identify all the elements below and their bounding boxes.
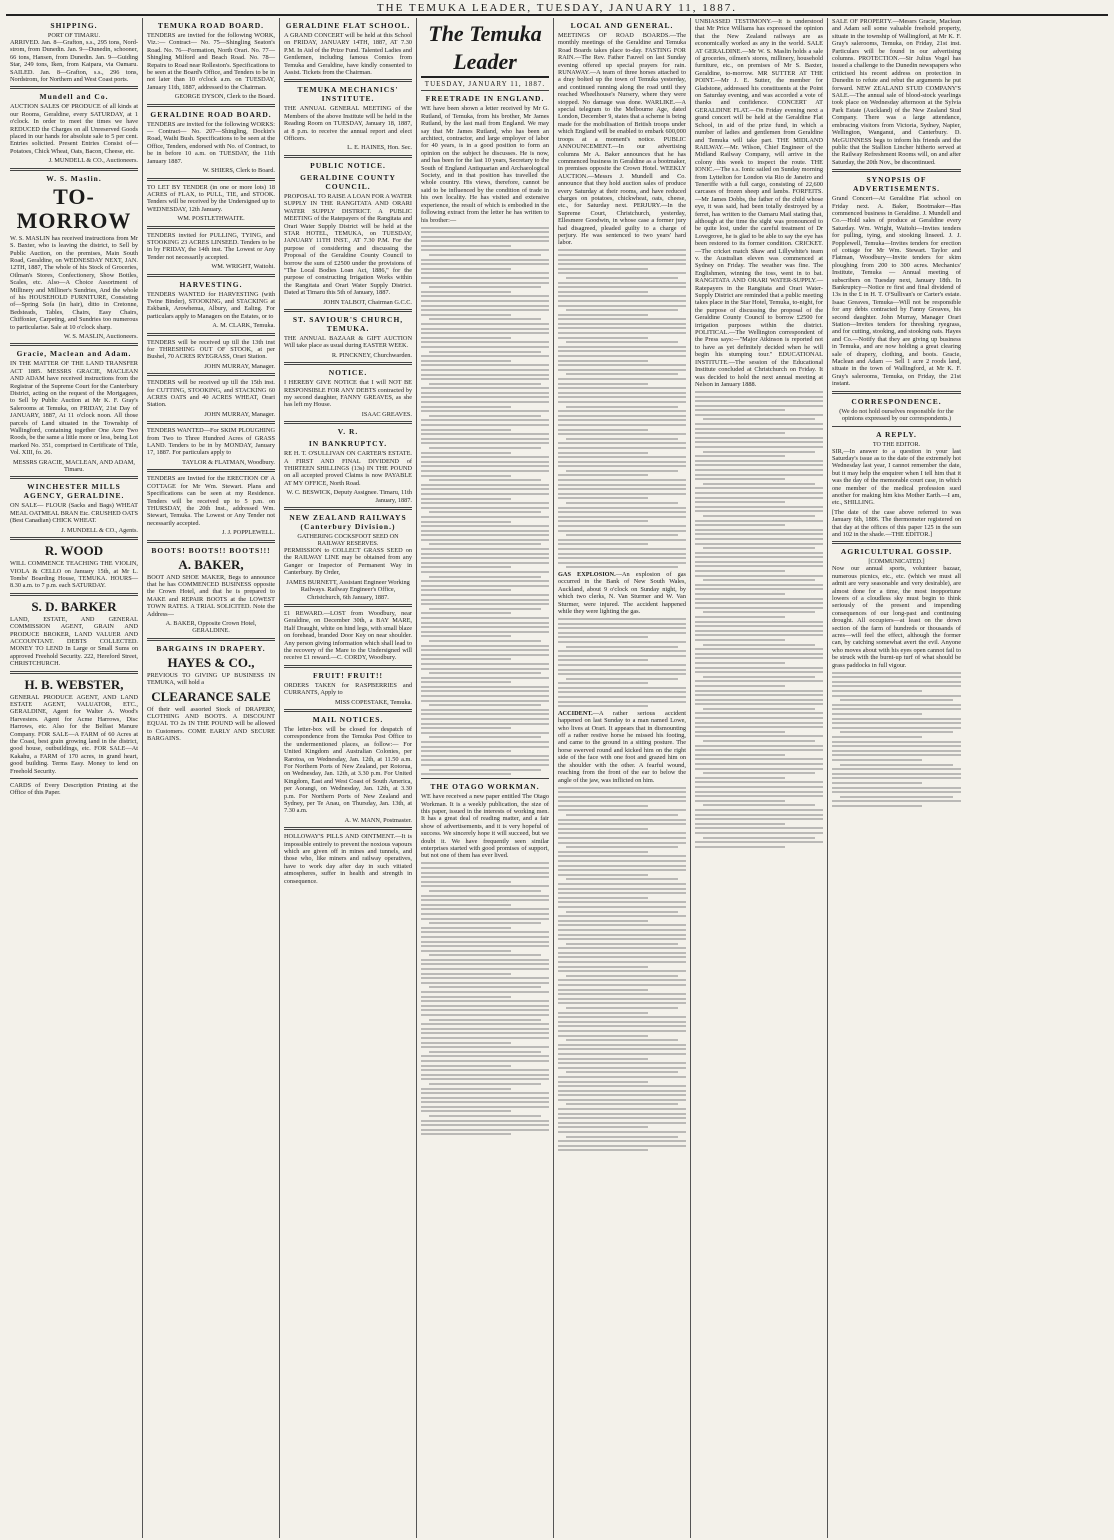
- editor-note: [The date of the case above referred to was January 6th, 1886. The thermometer registered on that day at the offices of this paper 125 in the sun and 102 in the shade.—THE EDITOR.]: [832, 508, 961, 538]
- wood-body: WILL COMMENCE TEACHING THE VIOLIN, VIOLA & CELLO on January 15th, at Mr L. Tombs' Boarding House, TEMUKA. HOURS—8.30 a.m. to 7 p.m. each SATURDAY.: [10, 560, 138, 590]
- mundell-signature: J. MUNDELL & CO., Auctioneers.: [48, 157, 138, 165]
- agricultural-subheading: [COMMUNICATED.]: [868, 558, 925, 566]
- gas-explosion-heading: GAS EXPLOSION.: [558, 570, 616, 578]
- harvesting-heading: HARVESTING.: [179, 279, 243, 289]
- shipping-heading: SHIPPING.: [50, 21, 98, 30]
- maslin-heading: W. S. Maslin.: [46, 173, 102, 183]
- otago-continued-text: [421, 862, 549, 1135]
- skim-signature: TAYLOR & FLATMAN, Woodbury.: [182, 458, 275, 466]
- divider: [147, 421, 275, 424]
- geraldine-road-heading: GERALDINE ROAD BOARD.: [150, 109, 272, 119]
- clearance-heading: CLEARANCE SALE: [151, 688, 271, 704]
- greaves-notice-body: I HEREBY GIVE NOTICE that I will NOT BE RESPONSIBLE FOR ANY DEBTS contracted by my second daughter, FANNY GREAVES, as she has left my House.: [284, 379, 412, 409]
- wood-heading: R. WOOD: [44, 543, 104, 559]
- threshing-signature: JOHN MURRAY, Manager.: [204, 362, 275, 370]
- divider: [10, 778, 138, 779]
- winchester-signature: J. MUNDELL & CO., Agents.: [61, 526, 138, 534]
- divider: [284, 362, 412, 365]
- divider: [147, 226, 275, 229]
- baker-address: A. BAKER, Opposite Crown Hotel, GERALDINE.: [165, 619, 257, 635]
- reply-body: SIR,—In answer to a question in your last Saturday's issue as to the date of the extremely hot Wednesday last year, I cannot remember the date, but it may help the enquirer when I tell him that it was the day of the memorable court case, in which one member of the medical profession sued another for making him kiss Mother Earth.—I am, etc., SHILLING.: [832, 447, 961, 507]
- accident-item: [558, 710, 686, 784]
- divider: [10, 671, 138, 674]
- mail-body: The letter-box will be closed for despatch of correspondence from the Temuka Post Office to the undermentioned places, as follow:— For United Kingdom and Australian Colonies, per Rarotoa, on Wednesday, Jan. 12th, at 11.50 a.m. For Northern Ports of New Zealand, per Rotorua, on Wednesday, Jan. 12th, at 3.30 p.m. For United Kingdom, East and West Coast of South America, per Aorangi, on Wednesday, Jan. 12th, at 3.30 p.m. For Northern Ports of New Zealand and Sydney, per Te Anau, on Thursday, Jan. 13th, at 7.30 a.m.: [284, 725, 412, 815]
- divider: [284, 604, 412, 607]
- gas-explosion-item: [558, 571, 686, 615]
- harvesting-body: TENDERS WANTED for HARVESTING (with Twine Binder), STOOKING, and STACKING at Eskbank, Arowhenua, Albury, and Ealing. For particulars apply to Managers on the Estates, or to: [147, 290, 275, 320]
- divider: [832, 541, 961, 544]
- st-saviours-heading: ST. SAVIOUR'S CHURCH, TEMUKA.: [292, 314, 404, 333]
- divider: [284, 507, 412, 510]
- divider: [10, 168, 138, 171]
- st-saviours-signature: R. PINCKNEY, Churchwarden.: [331, 351, 412, 359]
- geraldine-flat-heading: GERALDINE FLAT SCHOOL.: [285, 21, 411, 30]
- cottage-body: TENDERS are Invited for the ERECTION OF A COTTAGE for Mr Wm. Stewart. Plans and Specifications can be seen at my Residence. Tenders will be received up to 5 p.m. on THURSDAY, the 20th Inst., addressed Wm. Stewart, Temuka. The Lowest or Any Tender not necessarily accepted.: [147, 475, 275, 527]
- linseed-body: TENDERS invited for PULLING, TYING, and STOOKING 23 ACRES LINSEED. Tenders to be in by FRIDAY, the 14th inst. The Lowest or Any Tender not necessarily accepted.: [147, 231, 275, 261]
- hbw-body: GENERAL PRODUCE AGENT, AND LAND ESTATE AGENT, VALUATOR, ETC., GERALDINE, Agent for Walter A. Wood's Harvesters. Agent for Acme Harrows, Disc Harrows, etc. Also for the Belfast Manure Company. FOR SALE—A FARM of 60 Acres at the Coast, best grain growing land in the district, good house, outbuildings, etc. FOR SALE—At Kakahu, a FARM of 170 acres, in grand heart, good building. Terms Easy. Money to lend on Freehold Security.: [10, 693, 138, 775]
- fruit-signature: MISS COPESTAKE, Temuka.: [335, 698, 412, 706]
- divider: [832, 426, 961, 427]
- shipping-subheading: PORT OF TIMARU.: [47, 32, 101, 39]
- maslin-signature: W. S. MASLIN, Auctioneers.: [63, 332, 138, 340]
- issue-dateline: TUESDAY, JANUARY 11, 1887.: [421, 81, 549, 91]
- divider: [284, 79, 412, 82]
- divider: [10, 86, 138, 89]
- road-board-body: TENDERS are invited for the following WORK, Viz.:— Contract— No. 75—Shingling Seaton's Road. No. 76—Formation, North Orari. No. 77—Shingling Milford and Beach Road. No. 78—Repairs to Road near Rolleston's. Specifications to be seen at the Board's Office, and Tenders to be in not later than 10 o'clock a.m. on TUESDAY, January 11th, 1887, addressed to the Chairman.: [147, 32, 275, 91]
- otago-heading: THE OTAGO WORKMAN.: [430, 782, 540, 792]
- property-sale-body: SALE OF PROPERTY.—Messrs Gracie, Maclean and Adam sell some valuable freehold property, situate in the township of Wallingford, at Mr K. F. Gray's salerooms, Temuka, on Friday, 21st inst. Particulars will be found in our advertising columns. PROTECTION.—Sir Julius Vogel has issued a challenge to the Dunedin newspapers who criticised his recent address on protection in Dunedin to refute and rebut the arguments he put forward. NEW ZEALAND STUD COMPANY'S SALE.—The annual sale of blood-stock yearlings took place on Wednesday afternoon at the Sylvia Park Estate (Auckland) of the New Zealand Stud Company. There was a large attendance, embracing visitors from Victoria, Sydney, Napier, Wellington, Wanganui, and Canterbury. D. McGUINNESS begs to inform his friends and the public that the Stallion Lincher hitherto served at the Railway Refreshment Rooms will, on and after Saturday, the 20th Nov., be discontinued.: [832, 18, 961, 166]
- harvesting-signature: A. M. CLARK, Temuka.: [212, 322, 275, 330]
- hayes-body: PREVIOUS TO GIVING UP BUSINESS IN TEMUKA, will hold a: [147, 671, 275, 687]
- railways-subheading: GATHERING COCKSFOOT SEED ON RAILWAY RESERVES.: [297, 533, 399, 548]
- vr-mark: V. R.: [337, 427, 359, 437]
- news-items-body: UNBIASSED TESTIMONY.—It is understood that Mr Price Williams has expressed the opinion that the New Zealand railways are as economically worked as any in the world. SALE AT GERALDINE.—Mr W. S. Maslin holds a sale of groceries, oilmen's stores, millinery, household furniture, etc., on premises of Mr S. Baxter, Geraldine, to-morrow. MR SUTTER AT THE POINT.—Mr J. E. Sutter, the member for Gladstone, addressed his constituents at the Point on Saturday evening, and was accorded a vote of thanks and confidence. CONCERT AT GERALDINE FLAT.—On Friday evening next a grand concert will be held at the Geraldine Flat School, in aid of the prize fund, in which a number of ladies and gentlemen from Geraldine and Temuka will take part. THE MIDLAND RAILWAY.—Mr. Wilson, Chief Engineer of the Midland Railway Company, will arrive in the colony this week to inspect the route. THE IONIC.—The s.s. Ionic sailed on Sunday morning from Lyttelton for London via Rio de Janeiro and Teneriffe with a full cargo, consisting of 22,600 carcases of frozen sheep and lambs. FORFEITS.—Mr James Dobbs, the father of the child whose eye, it was said, had been totally destroyed by a ferret, has written to the Oamaru Mail stating that, although at the time the sight was pronounced to be quite lost, under the careful treatment of Dr Lovegrove, he is glad to be able to say the eye has been restored to its former condition. CRICKET.—The cricket match Shaw and Lillywhite's team v. the Australian eleven was commenced at Sydney on Friday. The weather was fine. The Englishmen, winning the toss, went in to bat. RANGITATA AND ORARI WATER-SUPPLY.—Ratepayers in the Rangitata and Orari Water-Supply District are reminded that a public meeting takes place in the Star Hotel, Temuka, to-night, for the purpose of discussing the proposal of the Geraldine County Council to borrow £2500 for irrigation purposes within the district. POLITICAL.—The Wellington correspondent of the Press says:—"Major Atkinson is reported not to have as yet definitely decided when he will begin his stumping tour." EDUCATIONAL INSTITUTE.—The session of the Educational Institute concluded at Christchurch on Friday. It was decided to hold the next annual meeting at Nelson in January 1888.: [695, 18, 823, 388]
- correspondence-heading: CORRESPONDENCE.: [851, 396, 942, 406]
- winchester-heading: WINCHESTER MILLS AGENCY, GERALDINE.: [23, 482, 125, 501]
- accident-body: —A rather serious accident happened on last Sunday to a man named Lowe, who lives at Orari. It appears that in dismounting off a rather restive horse he missed his footing, and came to the ground in a sitting posture. The horse swerved round and kicked him on the right side of the face with one foot and grazed him on the shoulder with the other. A fearful wound, reaching from the front of the ear to below the angle of the jaw, was inflicted on him.: [558, 709, 686, 784]
- county-council-heading: GERALDINE COUNTY COUNCIL.: [300, 172, 396, 191]
- railways-signature: JAMES BURNETT, Assistant Engineer Working Railways. Railway Engineer's Office, Christchurch, 6th January, 1887.: [286, 578, 410, 601]
- news-items-continued: [695, 391, 823, 848]
- mechanics-body: THE ANNUAL GENERAL MEETING of the Members of the above Institute will be held in the Reading Room on TUESDAY, January 18, 1887, at 8 p.m. to receive the annual report and elect Officers.: [284, 105, 412, 143]
- boots-heading: BOOTS! BOOTS!! BOOTS!!!: [151, 545, 271, 555]
- mundell-body: AUCTION SALES OF PRODUCE of all kinds at our Rooms, Geraldine, every SATURDAY, at 1 o'clock. In order to meet the times we have REDUCED the Charges on all Unreserved Goods placed in our hands for absolute sale to 5 per cent. Entries solicited. Present Entries Consist of—Potatoes, Chick Wheat, Oats, Bacon, Cheese, etc.: [10, 103, 138, 155]
- linseed-signature: WM. WRIGHT, Waitohi.: [211, 263, 275, 271]
- railways-body: PERMISSION to COLLECT GRASS SEED on the RAILWAY LINE may be obtained from any Ganger or Inspector of Permanent Way in Canterbury. By Order,: [284, 547, 412, 577]
- page-masthead: THE TEMUKA LEADER, TUESDAY, JANUARY 11, 1887.: [6, 2, 1108, 16]
- divider: [10, 343, 138, 346]
- agricultural-body: Now our annual sports, volunteer bazaar, numerous picnics, etc., etc. (which we must all admit are very seasonable and very desirable), are almost done for a time, the most inopportune lowers of a cloudless sky must begin to think seriously of the present and impending consequences of our long-past and continuing drought. All occupiers—at least on the down section of the farm of hundreds or thousands of acres—will feel the effect, although the former can, by catching somewhat avert the evil. Anyone who moves about with his eyes open cannot fail to be struck with the burnt-up turf of what should be grass paddocks in full vigour.: [832, 565, 961, 669]
- synopsis-body: Grand Concert—At Geraldine Flat school on Friday next. A. Baker, Bootmaker—Has commenced business in Geraldine. J. Mundell and Co.—Hold sales of produce at Geraldine every Saturday. Wm. Wright, Waitohi—Invites tenders for pulling, tying, and stooking linseed. J. J. Popplewell, Temuka—Invites tenders for erection of cottage for Mr Wm. Stewart. Taylor and Flatman, Woodbury—Invite tenders for skim ploughing from 200 to 300 acres. Mechanics' Institute, Temuka — Annual meeting of subscribers on Tuesday next, January 18th. In Bankruptcy—Notice re first and final dividend of 13s in the £ in H. T. O'Sullivan's or Carter's estate. Isaac Greaves, Temuka—Will not be responsible for any debts contracted by Fanny Greaves, his second daughter. John Murray, Manager Orari Station—Invites tenders for threshing ryegrass, and for cutting, stooking, and stooking oats. Hayes and Co.—Notify that they are giving up business in Temuka, and are now holding a great clearing sale of drapery, clothing, and boots. Gracie, Maclean and Adam — Sell 1 acre 2 roods land, situate in the town of Wallingford, at Mr K. F. Gray's salerooms, Temuka, on Friday, the 21st instant.: [832, 195, 961, 388]
- county-council-body: PROPOSAL TO RAISE A LOAN FOR A WATER SUPPLY IN THE RANGITATA AND ORARI WATER SUPPLY DISTRICT. A PUBLIC MEETING of the Ratepayers of the Rangitata and Orari Water Supply District will be held at the STAR HOTEL, TEMUKA, on TUESDAY, JANUARY 11TH INST., AT 7.30 P.M. For the purpose of considering and discussing the Proposal of the Geraldine County Council to borrow the sum of £2500 under the provisions of "The Local Bodies Loan Act, 1886," for the purpose of constructing Irrigation Works within the Rangitata and Orari Water Supply District. Dated at Timaru this 5th of January, 1887.: [284, 192, 412, 297]
- geraldine-flat-body: A GRAND CONCERT will be held at this School on FRIDAY, JANUARY 14TH, 1887, AT 7.30 P.M. In Aid of the Prize Fund. Talented Ladies and Gentlemen, including famous Comics from Temuka and Geraldine, have kindly consented to Assist. Tickets from the Chairman.: [284, 32, 412, 77]
- mundell-heading: Mundell and Co.: [39, 92, 109, 102]
- divider: [147, 333, 275, 336]
- divider: [147, 274, 275, 277]
- divider: [147, 104, 275, 107]
- oats-body: TENDERS will be received up till the 15th inst. for CUTTING, STOOKING, and STACKING 60 ACRES OATS and 40 ACRES WHEAT, Orari Station.: [147, 379, 275, 409]
- divider: [147, 178, 275, 181]
- column-2: [143, 18, 280, 1538]
- synopsis-heading: SYNOPSIS OF ADVERTISEMENTS.: [852, 175, 941, 194]
- local-general-body: MEETINGS OF ROAD BOARDS.—The monthly meetings of the Geraldine and Temuka Road Boards takes place to-day. FASTING FOR RAIN.—The Rev. Father Fauvel on last Sunday evening offered up special prayers for rain. RUNAWAY.—A team of three horses attached to a dray bolted up the town of Temuka yesterday, and continued running along the road until they reached Wheelhouse's Nursery, where they were stopped. No damage was done. WARLIKE.—A special telegram to the Melbourne Age, dated London, December 9, states that a scheme is being made for the mobilisation of British troops under which England will be enabled to embark 600,000 troops at a moment's notice. PUBLIC ANNOUNCEMENT.—In our advertising columns Mr A. Baker announces that he has commenced business in Geraldine as a bootmaker, in premises opposite the Crown Hotel. WEEKLY AUCTION.—Messrs J. Mundell and Co. announce that they hold auction sales of produce every Saturday at their rooms, and have reduced charges on potatoes, chickwheat, oats, cheese, etc., for Saturday next. PERJURY.—In the Supreme Court, Christchurch, yesterday, Ellesmere Goodwin, in whose case a former jury had disagreed, pleaded guilty to a charge of perjury. He was sentenced to two years' hard labor.: [558, 32, 686, 247]
- hayes-body-2: Of their well assorted Stock of DRAPERY, CLOTHING AND BOOTS. A DISCOUNT EQUAL TO 2s IN THE POUND will be allowed to Customers. COME EARLY AND SECURE BARGAINS.: [147, 705, 275, 743]
- otago-body: WE have received a new paper entitled The Otago Workman. It is a weekly publication, the size of this paper, issued in the interests of working men. It has a great deal of reading matter, and a fair show of advertisements, and it is very hopeful of success. We sincerely hope it will succeed, but we doubt it. We have frequently seen similar enterprises started with good promises of support, but not one of them has ever lived.: [421, 793, 549, 860]
- divider: [147, 469, 275, 472]
- mechanics-heading: TEMUKA MECHANICS' INSTITUTE.: [297, 85, 399, 104]
- gas-explosion-continued: [558, 618, 686, 707]
- divider: [284, 309, 412, 312]
- bankruptcy-body: RE H. T. O'SULLIVAN ON CARTER'S ESTATE. A FIRST AND FINAL DIVIDEND of THIRTEEN SHILLINGS (13s) IN THE POUND on all accepted proved Claims is now PAYABLE AT MY OFFICE, North Road.: [284, 450, 412, 487]
- divider: [284, 709, 412, 712]
- mail-heading: MAIL NOTICES.: [312, 714, 384, 724]
- column-4: [417, 18, 554, 1538]
- road-board-heading: TEMUKA ROAD BOARD.: [157, 21, 265, 30]
- divider: [832, 391, 961, 394]
- baker-heading: A. BAKER,: [178, 556, 244, 572]
- oats-signature: JOHN MURRAY, Manager.: [204, 410, 275, 418]
- reward-body: £1 REWARD.—LOST from Woodbury, near Geraldine, on December 30th, a BAY MARE, Half Draught, white on hind legs, with small blaze on forehead, branded Door Key on near shoulder. Any person giving information which shall lead to the recovery of the Mare to the Undersigned will receive £1 reward.—C. CORDY, Woodbury.: [284, 609, 412, 662]
- railways-heading: NEW ZEALAND RAILWAYS (Canterbury Division.): [289, 513, 407, 532]
- bankruptcy-heading: IN BANKRUPTCY.: [308, 439, 388, 449]
- skim-body: TENDERS WANTED—For SKIM PLOUGHING from Two to Three Hundred Acres of GRASS LAND. Tenders to be in by MONDAY, January 17, 1887. For particulars apply to: [147, 427, 275, 457]
- column-1: [6, 18, 143, 1538]
- sdb-body: LAND, ESTATE, AND GENERAL COMMISSION AGENT, GRAIN AND PRODUCE BROKER, LAND VALUER AND ACCOUNTANT. DEBTS COLLECTED. MONEY TO LEND In Large or Small Sums on approved Freehold Security. 222, Hereford Street, CHRISTCHURCH.: [10, 615, 138, 668]
- correspondence-note: (We do not hold ourselves responsible for the opinions expressed by our correspondents.): [839, 407, 954, 423]
- hayes-heading: HAYES & CO.,: [167, 654, 255, 670]
- st-saviours-body: THE ANNUAL BAZAAR & GIFT AUCTION Will take place as usual during EASTER WEEK.: [284, 334, 412, 350]
- greaves-notice-signature: ISAAC GREAVES.: [361, 410, 412, 418]
- holloway-body: HOLLOWAY'S PILLS AND OINTMENT.—It is impossible entirely to prevent the noxious vapours which are given off in mines and tunnels, and those who, like miners and railway operatives, have to work day after day in such vitiated atmospheres, suffer in health and strength in consequence.: [284, 833, 412, 885]
- fruit-heading: FRUIT! FRUIT!!: [312, 670, 384, 680]
- cards-notice: CARDS of Every Description Printing at the Office of this Paper.: [10, 782, 138, 797]
- divider: [421, 778, 549, 779]
- gas-explosion-body: —An explosion of gas occurred in the Bank of New South Wales, Auckland, about 9 o'clock on Sunday night, by which two clerks, N. Van Sturmer and W. Van Sturmer, were injured. The accident happened while they were lighting the gas.: [558, 570, 687, 615]
- bankruptcy-signature: W. C. BESWICK, Deputy Assignee. Timaru, 11th January, 1887.: [286, 489, 412, 504]
- divider: [10, 537, 138, 540]
- divider: [284, 155, 412, 158]
- divider: [284, 421, 412, 424]
- tomorrow-banner: TO-MORROW: [16, 183, 132, 233]
- divider: [10, 593, 138, 596]
- divider: [832, 169, 961, 172]
- column-6: [691, 18, 828, 1538]
- public-notice-heading: PUBLIC NOTICE.: [310, 160, 386, 170]
- reply-heading: A REPLY.: [876, 429, 917, 439]
- editorial-body: WE have been shown a letter received by Mr G. Rutland, of Temuka, from his brother, Mr James Rutland, by the last mail from England. We may say that Mr James Rutland, who has been an architect, contractor, and large employer of labor for 40 years, is in a good position to form an opinion on the subject he discusses. He is now, and has been for the last 10 years, Secretary to the South of England Antiquarian and Archaeological Society, and in that position has travelled the whole country. His views, therefore, cannot be said to be influenced by the condition of trade in his own locality. He has visited and extensive experience, the result of which is embodied in the following extract from the letter he has written to his brother:—: [421, 105, 549, 224]
- column-3: [280, 18, 417, 1538]
- reply-salutation: TO THE EDITOR.: [872, 440, 921, 448]
- shipping-body: ARRIVED. Jan. 8—Grafton, s.s., 295 tons, Nord-strom, from Dunedin. Jan. 9—Dunedin, schooner, 66 tons, Hansen, from Dunedin. Jan. 9—Guiding Star, 249 tons, Iken, from Kaipara, via Oamaru. SAILED. Jan. 8—Grafton, s.s., 296 tons, Nordstrom, for Northern and West Coast ports.: [10, 39, 138, 84]
- agricultural-continued: [832, 672, 961, 807]
- divider: [147, 540, 275, 543]
- bargains-heading: BARGAINS IN DRAPERY.: [156, 643, 266, 653]
- gracie-heading: Gracie, Maclean and Adam.: [16, 349, 132, 359]
- gracie-signature: MESSRS GRACIE, MACLEAN, AND ADAM, Timaru.: [13, 458, 135, 474]
- local-general-heading: LOCAL AND GENERAL.: [570, 21, 674, 30]
- geraldine-road-body: TENDERS are invited for the following WORKS:— Contract— No. 207—Shingling, Dockin's Road, Waihi Bush. Specifications to be seen at the Office, Tenders, endorsed with No. of Contract, to be in before 10 a.m. on TUESDAY, the 11th January 1887.: [147, 120, 275, 165]
- fruit-body: ORDERS TAKEN for RASPBERRIES and CURRANTS, Apply to: [284, 681, 412, 697]
- accident-heading: ACCIDENT.: [558, 709, 593, 717]
- divider: [284, 665, 412, 668]
- divider: [147, 373, 275, 376]
- mechanics-signature: L. E. HAINES, Hon. Sec.: [347, 144, 412, 152]
- divider: [147, 638, 275, 641]
- editorial-continued-text: [421, 227, 549, 776]
- hbw-heading: H. B. WEBSTER,: [24, 676, 124, 692]
- sdb-heading: S. D. BARKER: [31, 598, 117, 614]
- column-7: [828, 18, 965, 1538]
- gracie-body: IN THE MATTER OF THE LAND TRANSFER ACT 1885. MESSRS GRACIE, MACLEAN AND ADAM have received instructions from the Registrar of the Supreme Court for the Canterbury District, acting on the request of the Mortgagees, to Sell by Public Auction at Mr K. F. Gray's Salerooms at Temuka, on FRIDAY, 21st Day of JANUARY, 1887, At 11 o'clock noon. All those parcels of Land situated in the Township of Wallingford, containing together One Acre Two Roods, be the same a little more or less, being Lot marked No. 351, comprised in Certificate of Title, Vol. XIII, fo. 26.: [10, 360, 138, 457]
- cottage-signature: J. J. POPPLEWELL.: [221, 529, 275, 537]
- county-council-signature: JOHN TALBOT, Chairman G.C.C.: [323, 298, 412, 306]
- winchester-body: ON SALE— FLOUR (Sacks and Bags) WHEAT MEAL OATMEAL BRAN Etc. CRUSHED OATS (Best Canadian) CHICK WHEAT.: [10, 502, 138, 525]
- accident-continued: [558, 787, 686, 1152]
- divider: [284, 827, 412, 830]
- flax-body: TO LET BY TENDER (in one or more lots) 18 ACRES of FLAX, to PULL, TIE, and STOOK. Tenders will be received by the Undersigned up to WEDNESDAY, 12th January.: [147, 183, 275, 213]
- divider: [10, 476, 138, 479]
- local-general-continued: [558, 249, 686, 568]
- threshing-body: TENDERS will be received up till the 13th inst for THRESHING OUT OF STOOK, at per Bushel, 70 ACRES RYEGRASS, Orari Station.: [147, 338, 275, 361]
- agricultural-heading: AGRICULTURAL GOSSIP.: [840, 547, 953, 557]
- greaves-notice-heading: NOTICE.: [328, 368, 368, 378]
- geraldine-road-signature: W. SHIERS, Clerk to Board.: [202, 167, 275, 175]
- newspaper-title: The Temuka Leader: [421, 20, 549, 78]
- baker-body: BOOT AND SHOE MAKER, Begs to announce that he has COMMENCED BUSINESS opposite the Crown Hotel, and that he is prepared to MAKE and REPAIR BOOTS at the LOWEST TOWN RATES. A TRIAL SOLICITED. Note the Address—: [147, 573, 275, 618]
- flax-signature: WM. POSTLETHWAITE.: [177, 215, 245, 223]
- editorial-heading: FREETRADE IN ENGLAND.: [425, 94, 545, 104]
- maslin-body: W. S. MASLIN has received instructions from Mr S. Baxter, who is leaving the district, to Sell by Public Auction, on the premises, Main South Road, Geraldine, on WEDNESDAY NEXT, JAN. 12TH, 1887, The whole of his Stock of Groceries, Oilman's Stores, Confectionery, Show Bottles, Scales, etc. Also—A Choice Assortment of Millinery and Milliner's Sundries, And the whole of his HOUSEHOLD FURNITURE, Consisting of—Spring Sofa (in hair), ditto in Cretonne, Bedsteads, Tables, Chairs, Easy Chairs, Chiffonier, Carpeting, and Sundries too numerous to particularise. Sale at 10 o'clock sharp.: [10, 234, 138, 331]
- road-board-signature: GEORGE DYSON, Clerk to the Board.: [174, 93, 275, 101]
- column-5: [554, 18, 691, 1538]
- mail-signature: A. W. MANN, Postmaster.: [344, 816, 412, 824]
